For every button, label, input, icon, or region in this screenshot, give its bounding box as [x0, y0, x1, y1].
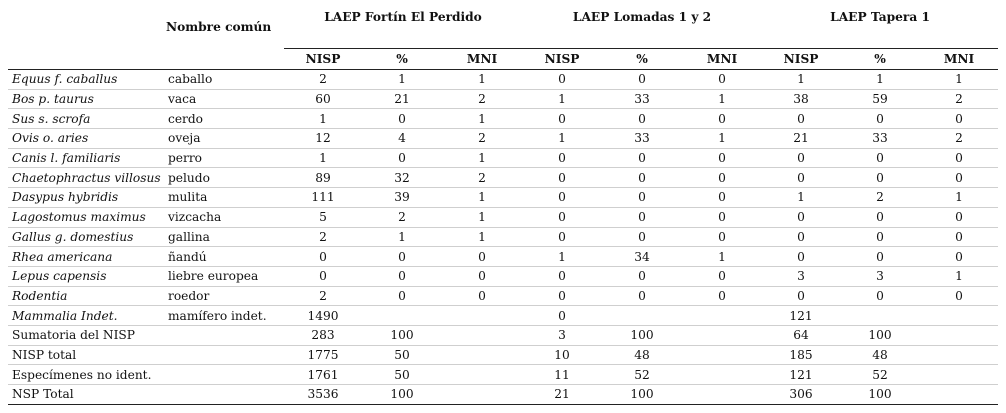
value-cell: 306: [762, 385, 840, 405]
value-cell: 48: [602, 345, 682, 365]
value-cell: 0: [442, 266, 522, 286]
header-common-name: Nombre común: [166, 20, 272, 35]
value-cell: 0: [602, 266, 682, 286]
value-cell: 34: [602, 247, 682, 267]
header-site-fortin: LAEP Fortín El Perdido: [324, 10, 482, 24]
value-cell: 100: [602, 325, 682, 345]
value-cell: 64: [762, 325, 840, 345]
value-cell: [682, 306, 762, 326]
value-cell: 0: [840, 207, 920, 227]
species-cell: Lagostomus maximus: [8, 207, 166, 227]
value-cell: 33: [840, 129, 920, 149]
value-cell: 0: [602, 286, 682, 306]
value-cell: 1: [762, 188, 840, 208]
value-cell: 1: [442, 188, 522, 208]
value-cell: 3: [762, 266, 840, 286]
value-cell: 52: [840, 365, 920, 385]
value-cell: 21: [522, 385, 602, 405]
value-cell: 100: [362, 385, 442, 405]
value-cell: [362, 306, 442, 326]
table-row: [8, 168, 998, 188]
common-name-cell: mamífero indet.: [166, 306, 284, 326]
value-cell: [840, 306, 920, 326]
value-cell: 89: [284, 168, 362, 188]
value-cell: 1: [682, 89, 762, 109]
value-cell: 0: [920, 247, 998, 267]
value-cell: 38: [762, 89, 840, 109]
header-nisp: NISP: [522, 49, 602, 70]
value-cell: 1: [522, 129, 602, 149]
value-cell: 1: [442, 109, 522, 129]
value-cell: [442, 345, 522, 365]
table-row: [8, 207, 998, 227]
value-cell: [442, 385, 522, 405]
value-cell: 0: [840, 227, 920, 247]
value-cell: [442, 325, 522, 345]
species-cell: Chaetophractus villosus: [8, 168, 166, 188]
value-cell: 2: [442, 89, 522, 109]
value-cell: [920, 365, 998, 385]
value-cell: 0: [920, 207, 998, 227]
common-name-cell: [166, 345, 284, 365]
value-cell: 0: [682, 286, 762, 306]
value-cell: 1: [284, 109, 362, 129]
value-cell: 2: [284, 70, 362, 90]
value-cell: 1: [682, 247, 762, 267]
value-cell: [442, 365, 522, 385]
species-cell: Canis l. familiaris: [8, 148, 166, 168]
value-cell: 1: [522, 247, 602, 267]
value-cell: [920, 306, 998, 326]
table-row: [8, 148, 998, 168]
species-cell: Bos p. taurus: [8, 89, 166, 109]
value-cell: 0: [602, 109, 682, 129]
header-blank: [8, 6, 166, 49]
table-row: [8, 188, 998, 208]
value-cell: 0: [840, 109, 920, 129]
value-cell: 0: [362, 148, 442, 168]
common-name-cell: vizcacha: [166, 207, 284, 227]
value-cell: 100: [840, 385, 920, 405]
common-name-cell: vaca: [166, 89, 284, 109]
value-cell: 2: [284, 286, 362, 306]
value-cell: 1: [362, 227, 442, 247]
value-cell: 0: [522, 70, 602, 90]
value-cell: [442, 306, 522, 326]
value-cell: 11: [522, 365, 602, 385]
value-cell: 0: [682, 70, 762, 90]
value-cell: 0: [840, 148, 920, 168]
header-mni: MNI: [920, 49, 998, 70]
table-body: [8, 70, 998, 405]
value-cell: 0: [682, 266, 762, 286]
species-cell: Equus f. caballus: [8, 70, 166, 90]
value-cell: 0: [522, 188, 602, 208]
value-cell: 0: [602, 227, 682, 247]
value-cell: 1: [522, 89, 602, 109]
value-cell: 1: [682, 129, 762, 149]
header-percent: %: [840, 49, 920, 70]
value-cell: 0: [602, 207, 682, 227]
value-cell: 5: [284, 207, 362, 227]
value-cell: 39: [362, 188, 442, 208]
value-cell: 33: [602, 89, 682, 109]
species-cell: Sus s. scrofa: [8, 109, 166, 129]
value-cell: 0: [840, 247, 920, 267]
value-cell: 0: [840, 286, 920, 306]
value-cell: 59: [840, 89, 920, 109]
value-cell: 0: [602, 188, 682, 208]
value-cell: 100: [362, 325, 442, 345]
value-cell: 0: [682, 148, 762, 168]
value-cell: 1: [840, 70, 920, 90]
value-cell: 0: [920, 168, 998, 188]
value-cell: 0: [442, 286, 522, 306]
value-cell: 0: [362, 286, 442, 306]
table-row: [8, 247, 998, 267]
value-cell: 32: [362, 168, 442, 188]
value-cell: 121: [762, 306, 840, 326]
value-cell: 1: [442, 148, 522, 168]
value-cell: 60: [284, 89, 362, 109]
value-cell: 4: [362, 129, 442, 149]
value-cell: 0: [284, 266, 362, 286]
table-row: [8, 325, 998, 345]
common-name-cell: liebre europea: [166, 266, 284, 286]
value-cell: [682, 325, 762, 345]
value-cell: 0: [682, 227, 762, 247]
value-cell: [682, 385, 762, 405]
table-row: [8, 227, 998, 247]
value-cell: 1775: [284, 345, 362, 365]
value-cell: 50: [362, 345, 442, 365]
value-cell: 2: [362, 207, 442, 227]
value-cell: 0: [762, 109, 840, 129]
value-cell: 185: [762, 345, 840, 365]
header-blank: [8, 49, 166, 70]
table-row: [8, 129, 998, 149]
value-cell: 1490: [284, 306, 362, 326]
value-cell: 0: [522, 168, 602, 188]
value-cell: 21: [362, 89, 442, 109]
header-percent: %: [362, 49, 442, 70]
value-cell: 0: [840, 168, 920, 188]
value-cell: 0: [442, 247, 522, 267]
species-cell: Especímenes no ident.: [8, 365, 166, 385]
value-cell: 2: [920, 129, 998, 149]
value-cell: 2: [920, 89, 998, 109]
value-cell: 1: [442, 70, 522, 90]
value-cell: 0: [522, 148, 602, 168]
value-cell: 1761: [284, 365, 362, 385]
value-cell: 3: [840, 266, 920, 286]
value-cell: 0: [602, 70, 682, 90]
value-cell: 1: [442, 227, 522, 247]
faunal-table: [8, 6, 998, 405]
value-cell: 0: [522, 286, 602, 306]
value-cell: 0: [362, 109, 442, 129]
table-row: [8, 266, 998, 286]
value-cell: 0: [762, 247, 840, 267]
value-cell: [682, 365, 762, 385]
value-cell: 12: [284, 129, 362, 149]
header-nisp: NISP: [284, 49, 362, 70]
common-name-cell: ñandú: [166, 247, 284, 267]
value-cell: 0: [362, 247, 442, 267]
header-percent: %: [602, 49, 682, 70]
value-cell: 0: [522, 207, 602, 227]
common-name-cell: [166, 325, 284, 345]
header-row-measures: [8, 49, 998, 70]
value-cell: 0: [682, 109, 762, 129]
value-cell: 0: [762, 168, 840, 188]
value-cell: 1: [920, 188, 998, 208]
table-row: [8, 345, 998, 365]
value-cell: 52: [602, 365, 682, 385]
value-cell: [920, 325, 998, 345]
species-cell: Sumatoria del NISP: [8, 325, 166, 345]
value-cell: 0: [522, 266, 602, 286]
value-cell: [602, 306, 682, 326]
value-cell: 100: [840, 325, 920, 345]
value-cell: 48: [840, 345, 920, 365]
table-row: [8, 109, 998, 129]
value-cell: [920, 345, 998, 365]
header-mni: MNI: [442, 49, 522, 70]
header-blank: [166, 49, 284, 70]
table-row: [8, 70, 998, 90]
value-cell: 1: [920, 70, 998, 90]
value-cell: 0: [762, 207, 840, 227]
value-cell: 121: [762, 365, 840, 385]
species-cell: Dasypus hybridis: [8, 188, 166, 208]
common-name-cell: gallina: [166, 227, 284, 247]
value-cell: 1: [920, 266, 998, 286]
value-cell: 2: [442, 129, 522, 149]
header-site-tapera: LAEP Tapera 1: [830, 10, 930, 24]
species-cell: Ovis o. aries: [8, 129, 166, 149]
value-cell: 111: [284, 188, 362, 208]
table-row: [8, 385, 998, 405]
value-cell: 0: [920, 227, 998, 247]
value-cell: 0: [920, 286, 998, 306]
value-cell: 0: [362, 266, 442, 286]
value-cell: 0: [522, 306, 602, 326]
value-cell: 3: [522, 325, 602, 345]
common-name-cell: peludo: [166, 168, 284, 188]
common-name-cell: cerdo: [166, 109, 284, 129]
header-nisp: NISP: [762, 49, 840, 70]
value-cell: 0: [762, 148, 840, 168]
common-name-cell: [166, 385, 284, 405]
header-row-sites: [8, 6, 998, 49]
common-name-cell: [166, 365, 284, 385]
value-cell: 33: [602, 129, 682, 149]
value-cell: 0: [522, 227, 602, 247]
common-name-cell: caballo: [166, 70, 284, 90]
value-cell: 10: [522, 345, 602, 365]
value-cell: 283: [284, 325, 362, 345]
common-name-cell: perro: [166, 148, 284, 168]
value-cell: 100: [602, 385, 682, 405]
value-cell: 1: [442, 207, 522, 227]
common-name-cell: oveja: [166, 129, 284, 149]
value-cell: 0: [920, 148, 998, 168]
species-cell: Rhea americana: [8, 247, 166, 267]
value-cell: 2: [840, 188, 920, 208]
table-row: [8, 286, 998, 306]
species-cell: NSP Total: [8, 385, 166, 405]
species-cell: Lepus capensis: [8, 266, 166, 286]
table-row: [8, 306, 998, 326]
species-cell: Mammalia Indet.: [8, 306, 166, 326]
value-cell: 3536: [284, 385, 362, 405]
value-cell: 21: [762, 129, 840, 149]
table-row: [8, 365, 998, 385]
common-name-cell: mulita: [166, 188, 284, 208]
header-mni: MNI: [682, 49, 762, 70]
common-name-cell: roedor: [166, 286, 284, 306]
value-cell: 0: [682, 188, 762, 208]
value-cell: 1: [762, 70, 840, 90]
value-cell: 0: [522, 109, 602, 129]
value-cell: 0: [920, 109, 998, 129]
value-cell: [920, 385, 998, 405]
value-cell: 0: [682, 207, 762, 227]
value-cell: 50: [362, 365, 442, 385]
value-cell: 0: [682, 168, 762, 188]
value-cell: 0: [602, 148, 682, 168]
header-site-lomadas: LAEP Lomadas 1 y 2: [572, 10, 712, 24]
value-cell: 0: [284, 247, 362, 267]
table-row: [8, 89, 998, 109]
value-cell: 2: [442, 168, 522, 188]
value-cell: 1: [284, 148, 362, 168]
value-cell: 0: [762, 286, 840, 306]
value-cell: 0: [762, 227, 840, 247]
species-cell: Rodentia: [8, 286, 166, 306]
species-cell: Gallus g. domestius: [8, 227, 166, 247]
value-cell: 2: [284, 227, 362, 247]
species-cell: NISP total: [8, 345, 166, 365]
value-cell: 0: [602, 168, 682, 188]
value-cell: 1: [362, 70, 442, 90]
value-cell: [682, 345, 762, 365]
